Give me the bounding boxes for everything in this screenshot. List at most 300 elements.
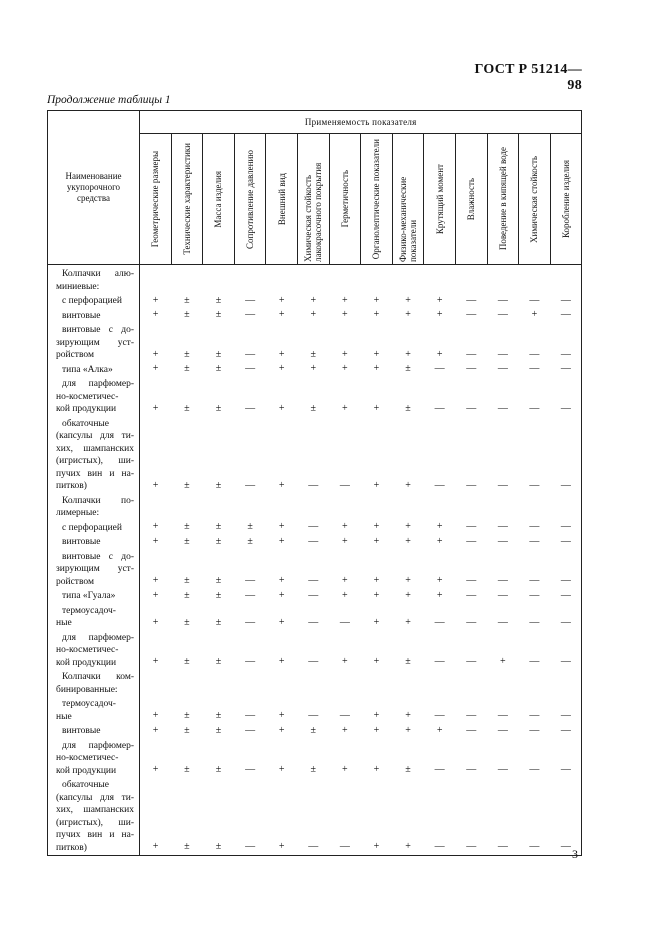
cell-mark: ± [215,363,222,374]
cell-mark: + [405,294,411,306]
row-name-line: термоусадоч- [62,699,116,709]
cell-mark: + [531,309,538,320]
cell-mark: + [373,724,380,736]
row-name-line: миниевые: [56,281,100,292]
cell-mark [487,494,519,521]
cell-mark: + [405,724,411,736]
table-group-row [48,494,582,521]
row-name-line: кой продукции [56,404,117,414]
cell-mark: — [234,778,266,856]
cell-mark: ± [184,535,190,547]
cell-mark: — [529,710,540,721]
column-header [455,134,487,265]
row-name [48,697,140,724]
cell-mark: — [245,764,256,775]
cell-mark: — [466,656,477,667]
table-row [48,417,582,494]
cell-mark: — [245,616,256,628]
cell-mark: + [342,309,348,320]
cell-mark: — [529,348,540,360]
cell-mark: — [529,535,540,547]
cell-mark: — [466,294,477,306]
cell-mark: ± [184,294,190,306]
cell-mark: + [152,479,159,491]
row-name [48,724,140,739]
row-name [48,778,140,856]
cell-mark: + [436,575,443,586]
cell-mark: + [152,616,159,628]
row-name-line: типа «Гуала» [62,591,116,601]
row-name-line: винтовые [62,726,101,736]
cell-mark: + [152,363,159,374]
row-name-line: (капсулы для ти- [56,792,134,803]
cell-mark [266,494,298,521]
cell-mark: — [529,479,540,491]
cell-mark [329,265,361,295]
column-header-label: Поведение в кипящей воде [497,147,508,251]
row-name-line: Колпачки ком- [62,672,134,682]
column-header-label: Крутящий момент [434,163,445,235]
cell-mark: + [152,764,159,775]
cell-mark: + [373,348,380,360]
cell-mark: ± [405,402,411,414]
cell-mark: + [342,724,348,736]
row-name [48,631,140,671]
row-name-line: винтовые с до- [62,325,134,335]
column-header-label: Технические характеристики [181,143,192,255]
cell-mark: — [550,309,582,324]
cell-mark: ± [215,724,222,736]
cell-mark: ± [215,616,222,628]
row-name-line: но-косметичес- [56,391,119,402]
cell-mark: — [550,550,582,590]
cell-mark: + [310,294,317,306]
row-name-line: но-косметичес- [56,753,119,763]
row-name-line: для парфюмер- [62,740,134,751]
table-row [48,323,582,363]
row-name-line: (игристых), ши- [56,456,134,466]
cell-mark: — [519,778,551,856]
cell-mark: — [497,521,508,532]
cell-mark: — [550,778,582,856]
cell-mark: ± [215,575,222,586]
cell-mark: — [297,778,329,856]
cell-mark: + [342,764,348,775]
cell-mark: ± [171,778,203,856]
row-name [48,521,140,536]
cell-mark: + [152,294,159,306]
cell-mark [171,265,203,295]
cell-mark: — [308,656,319,667]
cell-mark: + [342,294,348,306]
page-number: 3 [572,847,578,861]
table-row [48,604,582,631]
cell-mark: — [466,710,477,721]
cell-mark: — [497,363,508,374]
table-row [48,521,582,536]
cell-mark: — [434,764,445,775]
applicability-table [47,110,582,856]
cell-mark [234,265,266,295]
cell-mark [266,670,298,697]
row-name-line: (капсулы для ти- [56,431,134,441]
cell-mark: — [245,348,256,360]
column-header-label: Влажность [466,177,477,221]
cell-mark: — [308,535,319,547]
row-name-line: для парфюмер- [62,632,134,643]
cell-mark: — [466,616,477,628]
cell-mark: — [245,575,256,586]
cell-mark: + [152,402,159,414]
cell-mark: + [373,479,380,491]
cell-mark: — [466,521,477,532]
row-name-line: типа «Алка» [62,364,113,375]
cell-mark: + [436,309,443,320]
cell-mark: + [405,589,411,601]
cell-mark: + [278,402,285,414]
column-header-label: Химическая стойкость лакокрасочного покрытия [303,162,324,262]
cell-mark: — [497,616,508,628]
cell-mark: — [550,377,582,417]
table-row [48,535,582,550]
cell-mark: + [152,348,159,360]
cell-mark: + [278,616,285,628]
row-name-line: с перфорацией [62,296,122,306]
cell-mark: + [436,589,443,601]
cell-mark: — [497,348,508,360]
row-name-line: ройством [56,576,94,587]
cell-mark: — [329,778,361,856]
cell-mark: — [434,402,445,414]
cell-mark: + [500,656,506,667]
cell-mark: ± [215,656,222,667]
row-name-line: для парфюмер- [62,379,134,389]
cell-mark [171,670,203,697]
cell-mark: — [550,697,582,724]
cell-mark: — [550,417,582,494]
cell-mark: — [245,479,256,491]
row-name [48,294,140,309]
cell-mark: — [245,294,256,306]
cell-mark: + [373,764,380,775]
cell-mark: + [373,575,380,586]
cell-mark: — [308,710,319,721]
cell-mark: — [497,764,508,775]
cell-mark: + [152,724,159,736]
cell-mark: — [466,724,477,736]
cell-mark: — [245,656,256,667]
cell-mark [329,494,361,521]
cell-mark: + [342,348,348,360]
cell-mark: ± [310,724,317,736]
row-name [48,739,140,779]
table-row [48,363,582,378]
column-header-label: Физико-механические показатели [398,176,419,262]
row-name-line: ройством [56,350,94,360]
cell-mark: + [278,535,285,547]
row-name-line: кой продукции [56,765,117,776]
cell-mark: + [405,348,411,360]
column-header-label: Коробление изделия [561,159,572,238]
cell-mark: + [278,710,285,721]
column-header [487,134,519,265]
cell-mark [361,265,393,295]
cell-mark [361,670,393,697]
cell-mark: — [529,724,540,736]
cell-mark: ± [184,724,190,736]
cell-mark: — [529,589,540,601]
cell-mark: ± [184,589,190,601]
table-group-row [48,670,582,697]
cell-mark: — [487,778,519,856]
column-header [203,134,235,265]
cell-mark: + [278,724,285,736]
cell-mark: + [405,535,411,547]
table-row [48,739,582,779]
cell-mark: + [152,589,159,601]
cell-mark: ± [215,309,222,320]
cell-mark: ± [184,710,190,721]
row-name-line: пучих вин и на- [56,468,134,479]
row-name-line: но-косметичес- [56,645,119,655]
cell-mark: + [152,309,159,320]
cell-mark: — [245,363,256,374]
cell-mark: — [550,724,582,739]
cell-mark: — [245,710,256,721]
row-name-line: хих, шампанских [56,443,134,454]
cell-mark: + [278,575,285,586]
cell-mark: ± [215,479,222,491]
table-row [48,550,582,590]
cell-mark: + [342,575,348,586]
row-name-line: лимерные: [56,508,100,518]
cell-mark: ± [310,402,317,414]
cell-mark: — [434,710,445,721]
row-name [48,604,140,631]
column-header-label: Масса изделия [213,170,224,228]
cell-mark: — [497,535,508,547]
row-name-line: хих, шампанских [56,805,134,815]
cell-mark: — [550,323,582,363]
cell-mark: — [308,479,319,491]
cell-mark: + [342,402,348,414]
cell-mark: ± [184,348,190,360]
cell-mark [424,670,456,697]
cell-mark: + [361,778,393,856]
row-name [48,494,140,521]
cell-mark: — [466,535,477,547]
row-name-line: винтовые [62,310,101,321]
cell-mark: — [497,402,508,414]
cell-mark: + [266,778,298,856]
cell-mark: + [152,656,159,667]
cell-mark: — [245,724,256,736]
cell-mark [234,494,266,521]
cell-mark: + [405,710,411,721]
cell-mark: — [455,778,487,856]
cell-mark [519,265,551,295]
cell-mark: ± [405,656,411,667]
column-header [329,134,361,265]
cell-mark: + [278,309,285,320]
column-header [171,134,203,265]
name-column-header: Наименование укупорочного средства [48,111,140,265]
cell-mark: ± [215,589,222,601]
row-name [48,377,140,417]
cell-mark: — [497,589,508,601]
cell-mark: + [436,348,443,360]
row-name-line: ные [56,711,72,722]
cell-mark [297,265,329,295]
table-row [48,294,582,309]
row-name [48,323,140,363]
cell-mark: — [466,309,477,320]
cell-mark [266,265,298,295]
cell-mark: + [436,521,443,532]
cell-mark: + [392,778,424,856]
cell-mark: — [529,616,540,628]
row-name-line: с перфорацией [62,522,122,533]
cell-mark [297,494,329,521]
row-name-line: зирующим уст- [56,564,134,574]
cell-mark: — [550,604,582,631]
table-row [48,778,582,856]
cell-mark [455,494,487,521]
cell-mark: + [342,589,348,601]
row-name-line: питков) [56,481,87,491]
column-header-label: Органолептические показатели [371,138,382,260]
cell-mark [203,265,235,295]
row-name-line: зирующим уст- [56,337,134,348]
cell-mark [140,670,172,697]
cell-mark: + [140,778,172,856]
row-name [48,265,140,295]
cell-mark: + [405,479,411,491]
cell-mark: ± [203,778,235,856]
row-name-line: ные [56,618,72,628]
cell-mark [550,494,582,521]
row-name-line: Колпачки алю- [62,269,134,279]
cell-mark: — [497,710,508,721]
cell-mark: ± [215,521,222,532]
cell-mark: + [405,309,411,320]
cell-mark: — [529,521,540,532]
cell-mark [361,494,393,521]
cell-mark: + [152,521,159,532]
cell-mark [424,265,456,295]
row-name [48,309,140,324]
cell-mark: + [278,656,285,667]
cell-mark: — [550,631,582,671]
cell-mark: — [466,764,477,775]
cell-mark: — [497,309,508,320]
cell-mark [203,494,235,521]
cell-mark: + [278,764,285,775]
document-code: ГОСТ Р 51214—98 [474,62,582,93]
row-name-line: Колпачки по- [62,495,134,506]
cell-mark [140,494,172,521]
cell-mark: + [373,294,380,306]
table-row [48,631,582,671]
cell-mark [519,494,551,521]
cell-mark [424,494,456,521]
cell-mark: — [529,656,540,667]
cell-mark: ± [184,521,190,532]
cell-mark: — [550,363,582,378]
group-header: Применяемость показателя [140,111,582,134]
cell-mark [550,670,582,697]
cell-mark: — [434,616,445,628]
column-header [424,134,456,265]
row-name-line: бинированные: [56,684,118,695]
cell-mark: ± [247,535,253,547]
cell-mark: + [373,710,380,721]
row-name [48,535,140,550]
cell-mark: ± [310,764,317,775]
cell-mark: — [466,575,477,586]
cell-mark: — [245,402,256,414]
cell-mark: + [436,535,443,547]
cell-mark: — [529,402,540,414]
column-header-label: Внешний вид [276,172,287,226]
cell-mark: — [550,294,582,309]
cell-mark: + [278,348,285,360]
cell-mark [329,670,361,697]
cell-mark: ± [247,521,253,532]
cell-mark: ± [215,710,222,721]
column-header [519,134,551,265]
column-header [361,134,393,265]
cell-mark: — [466,589,477,601]
cell-mark: ± [215,764,222,775]
table-caption: Продолжение таблицы 1 [47,94,171,106]
column-header-label: Сопротивление давлению [245,149,256,249]
table-row [48,309,582,324]
cell-mark: + [278,521,285,532]
cell-mark [487,265,519,295]
table-row [48,697,582,724]
cell-mark: — [550,739,582,779]
cell-mark [392,494,424,521]
cell-mark: — [466,348,477,360]
cell-mark: — [550,589,582,604]
cell-mark: ± [215,402,222,414]
cell-mark: — [466,402,477,414]
table-group-row [48,265,582,295]
row-name-line: винтовые [62,537,101,547]
column-header [550,134,582,265]
cell-mark: ± [215,348,222,360]
table-row [48,724,582,739]
cell-mark [392,670,424,697]
cell-mark [171,494,203,521]
cell-mark: — [497,575,508,586]
cell-mark: + [405,616,411,628]
row-name [48,670,140,697]
column-header-label: Химическая стойкость [529,155,540,243]
cell-mark: — [550,535,582,550]
cell-mark [487,670,519,697]
row-name [48,550,140,590]
row-name-line: термоусадоч- [62,605,116,616]
cell-mark: — [245,589,256,601]
cell-mark: — [529,363,540,374]
row-name-line: винтовые с до- [62,551,134,562]
row-name [48,363,140,378]
cell-mark: — [308,521,319,532]
cell-mark: — [466,363,477,374]
cell-mark: ± [184,479,190,491]
